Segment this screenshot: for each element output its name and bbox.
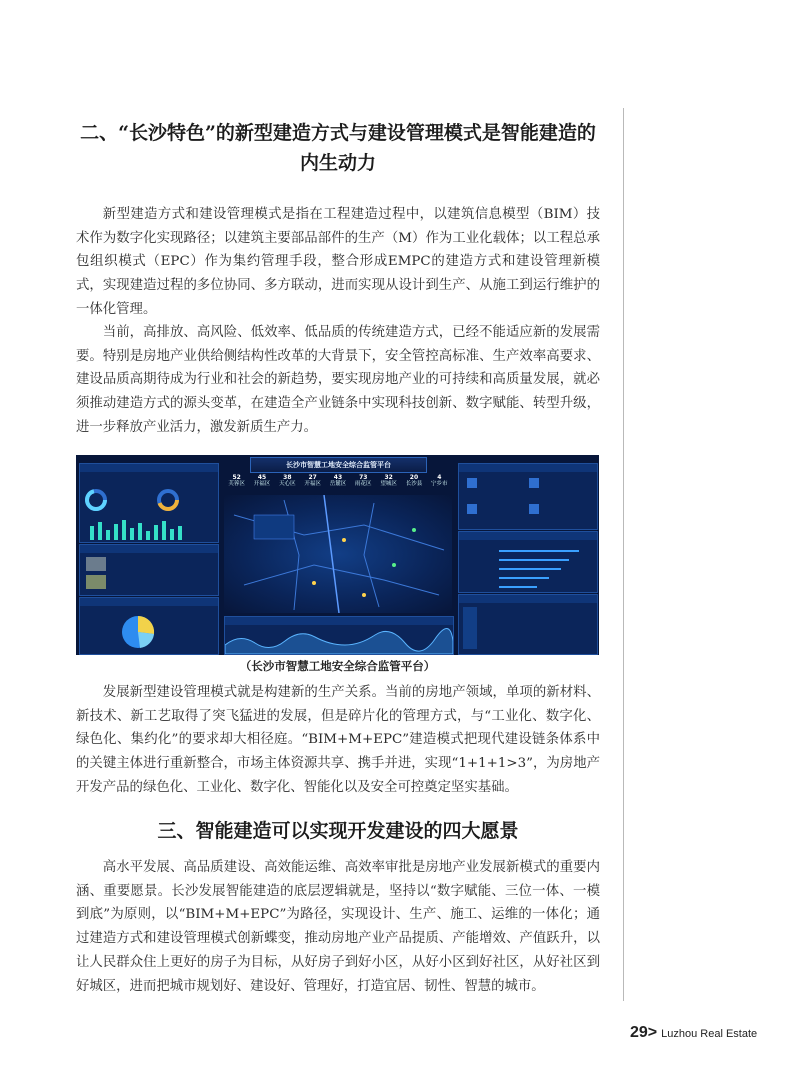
district-stat: 73 雨花区: [355, 474, 372, 487]
left-overview-panel: [79, 463, 219, 543]
pie-chart-graphic: [110, 608, 170, 654]
district-stat: 32 望城区: [380, 474, 397, 487]
paragraph-1: 新型建造方式和建设管理模式是指在工程建造过程中，以建筑信息模型（BIM）技术作为数字化实现路径；以建筑主要部品部件的生产（M）作为工业化载体；以工程总承包组织模式（EPC）作为集约管理手段，整合形成EMPC的建造方式和建设管理新模式，实现建造过程的多位协同、多方联动，进而实现从设计到生产、从施工到运行维护的一体化管理。: [76, 207, 600, 317]
map-roads-graphic: [224, 495, 452, 613]
paragraph-3: 发展新型建设管理模式就是构建新的生产关系。当前的房地产领域，单项的新材料、新技术、新工艺取得了突飞猛进的发展，但是碎片化的管理方式，与“工业化、数字化、绿色化、集约化”的要求却大相径庭。“BIM+M+EPC”建造模式把现代建设链条体系中的关键主体进行重新整合，市场主体资源共享、携手并进，实现“1+1+1>3”，为房地产开发产品的绿色化、工业化、数字化、智能化以及安全可控奠定坚实基础。: [76, 685, 600, 795]
publication-name: Luzhou Real Estate: [661, 1028, 758, 1040]
city-map-graphic: [224, 495, 452, 613]
district-stat: 4 宁乡市: [431, 474, 448, 487]
page-number: 29>: [630, 1024, 658, 1041]
trend-chart-panel: [224, 616, 454, 655]
right-list-panel: [458, 594, 598, 655]
section-2-title-line2: 内生动力: [299, 152, 376, 174]
paragraph-2: 当前，高排放、高风险、低效率、低品质的传统建造方式，已经不能适应新的发展需要。特别是房地产业供给侧结构性改革的大背景下，安全管控高标准、生产效率高要求、建设品质高期待成为行业和社会的新趋势，要实现房地产业的可持续和高质量发展，就必须推动建造方式的源头变革，在建造全产业链条中实现科技创新、数字赋能、转型升级，进一步释放产业活力，激发新质生产力。: [76, 325, 600, 435]
district-stat: 43 岳麓区: [329, 474, 347, 487]
section-3-heading: 三、智能建造可以实现开发建设的四大愿景: [157, 820, 519, 842]
district-stat: 38 天心区: [279, 474, 296, 487]
area-trend-graphic: [225, 625, 453, 654]
section-2-heading: [76, 118, 600, 178]
district-stat: 52 芙蓉区: [228, 474, 245, 487]
right-summary-panel: [458, 463, 598, 530]
district-stat: 20 长沙县: [405, 474, 423, 487]
section-2-title-line1: 二、“长沙特色”的新型建造方式与建设管理模式是智能建造的: [80, 122, 596, 144]
figure-caption: （长沙市智慧工地安全综合监管平台）: [239, 659, 436, 673]
mini-bar-chart: [86, 518, 212, 540]
district-stats-row: [224, 474, 452, 492]
page-footer: [630, 1024, 757, 1042]
left-ai-alert-panel: [79, 544, 219, 596]
column-rule: [623, 108, 624, 1001]
district-stat: 27 开福区: [304, 474, 321, 487]
left-pie-panel: [79, 597, 219, 655]
right-ranking-panel: [458, 531, 598, 593]
paragraph-4: 高水平发展、高品质建设、高效能运维、高效率审批是房地产业发展新模式的重要内涵、重要愿景。长沙发展智能建造的底层逻辑就是，坚持以“数字赋能、三位一体、一模到底”为原则，以“BIM+M+EPC”为路径，实现设计、生产、施工、运维的一体化；通过建造方式和建设管理模式创新蝶变，推动房地产业产品提质、产能增效、产值跃升，以让人民群众住上更好的房子为目标，从好房子到好小区，从好小区到好社区，从好社区到好城区，进而把城市规划好、建设好、管理好，打造宜居、韧性、智慧的城市。: [76, 860, 600, 994]
dashboard-title: 长沙市智慧工地安全综合监管平台: [250, 457, 427, 473]
district-stat: 45 开福区: [253, 474, 271, 487]
dashboard-figure: [76, 455, 599, 655]
